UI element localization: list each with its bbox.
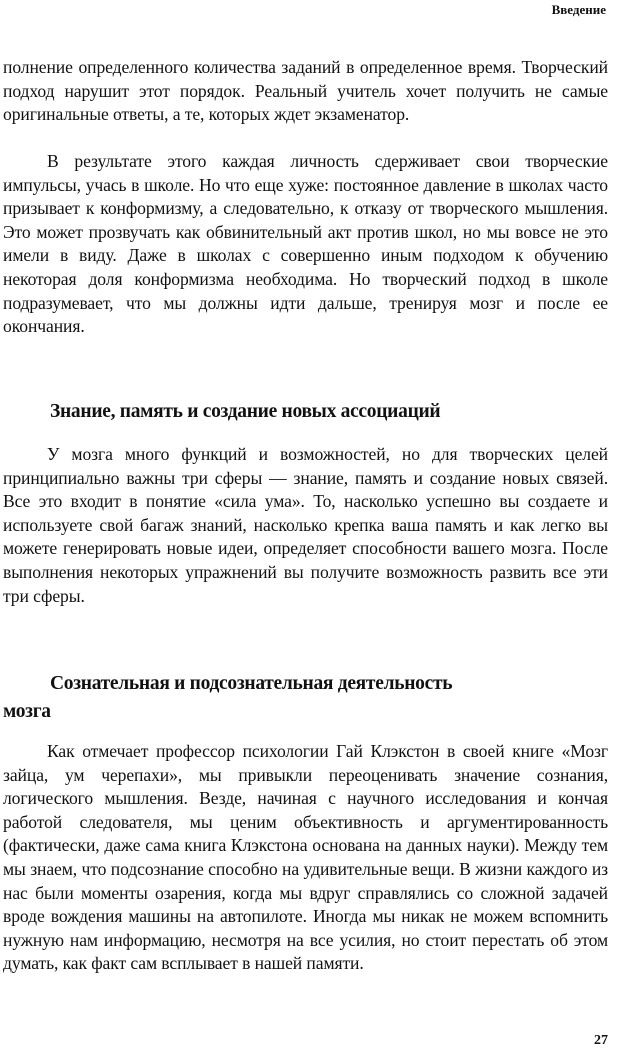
running-head: Введение [551, 2, 606, 17]
section-heading-conscious-subconscious [3, 670, 610, 726]
page-number: 27 [594, 1033, 608, 1048]
paragraph-mind-power: У мозга много функций и возможностей, но для творческих целей принципиально важны три сферы — знание, память и создание новых связей. Все это входит в понятие «сила ума». То, насколько успешно вы создаете и используете свой багаж знаний, насколько крепка ваша память и как легко вы можете генерировать новые идеи, определяет способности вашего мозга. После выполнения некоторых упражнений вы получите возможность развить все эти три сферы. [3, 444, 608, 606]
paragraph-continuation: полнение определенного количества заданий в определенное время. Творческий подход нарушит этот порядок. Реальный учитель хочет получить не самые оригинальные ответы, а те, которых ждет экзаменатор. [3, 57, 608, 125]
section-heading-knowledge-memory: Знание, память и создание новых ассоциаций [50, 401, 441, 422]
heading-line-2: мозга [3, 701, 51, 722]
paragraph-claxton: Как отмечает профессор психологии Гай Клэкстон в своей книге «Мозг зайца, ум черепахи», мы привыкли переоценивать значение сознания, логического мышления. Везде, начиная с научного исследования и кончая работой следователя, мы ценим объективность и аргументированность (фактически, даже сама книга Клэкстона основана на данных науки). Между тем мы знаем, что подсознание способно на удивительные вещи. В жизни каждого из нас были моменты озарения, когда мы вдруг справлялись со сложной задачей вроде вождения машины на автопилоте. Иногда мы никак не можем вспомнить нужную нам информацию, несмотря на все усилия, но стоит перестать об этом думать, как факт сам всплывает в нашей памяти. [3, 741, 608, 974]
heading-line-1: Сознательная и подсознательная деятельность [50, 673, 453, 694]
paragraph-school-conformism: В результате этого каждая личность сдерживает свои творческие импульсы, учась в школе. Но что еще хуже: постоянное давление в школах часто призывает к конформизму, а следовательно, к отказу от творческого мышления. Это может прозвучать как обвинительный акт против школ, но мы вовсе не это имели в виду. Даже в школах с совершенно иным подходом к обучению некоторая доля конформизма необходима. Но творческий подход в школе подразумевает, что мы должны идти дальше, тренируя мозг и после ее окончания. [3, 151, 608, 337]
